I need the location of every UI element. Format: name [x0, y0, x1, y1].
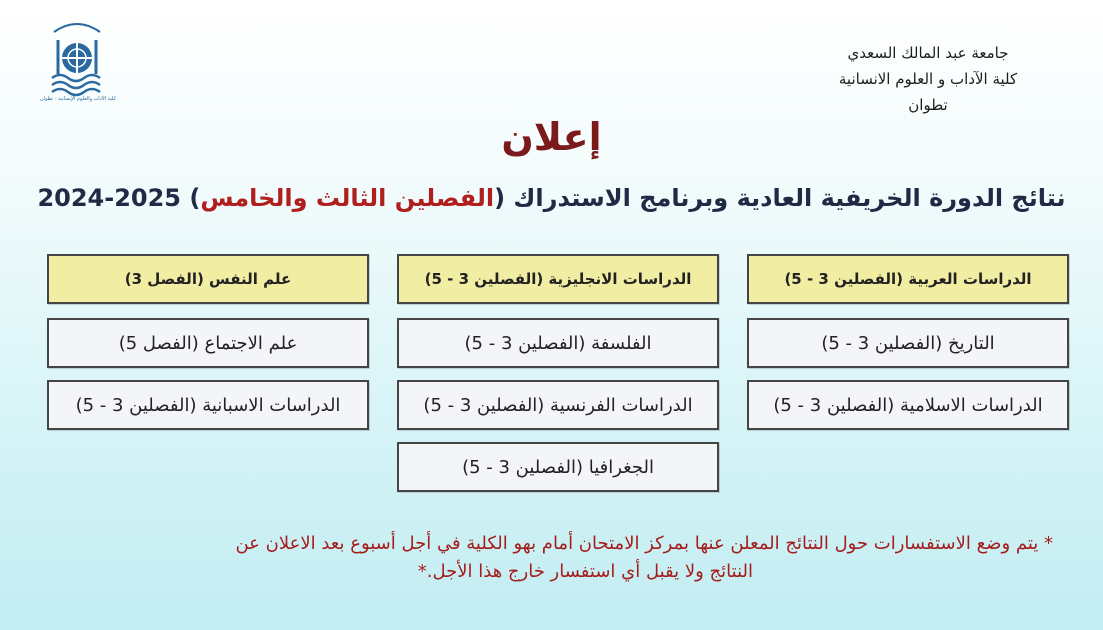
result-link-english-studies[interactable]: الدراسات الانجليزية (الفصلين 3 - 5) [397, 254, 719, 304]
result-link-french-studies[interactable]: الدراسات الفرنسية (الفصلين 3 - 5) [397, 380, 719, 430]
subtitle-part-1: نتائج الدورة الخريفية العادية وبرنامج الاستدراك ( [494, 184, 1066, 212]
faculty-name: كلية الآداب و العلوم الانسانية [838, 70, 1018, 88]
result-link-history[interactable]: التاريخ (الفصلين 3 - 5) [747, 318, 1069, 368]
footer-note [40, 530, 1053, 586]
footer-note-line-1: * يتم وضع الاستفسارات حول النتائج المعلن عنها بمركز الامتحان أمام بهو الكلية في أجل أسبوع بعد الاعلان عن [235, 533, 1053, 554]
result-link-philosophy[interactable]: الفلسفة (الفصلين 3 - 5) [397, 318, 719, 368]
result-link-psychology[interactable]: علم النفس (الفصل 3) [47, 254, 369, 304]
page-subtitle [30, 178, 1073, 218]
result-link-geography[interactable]: الجغرافيا (الفصلين 3 - 5) [397, 442, 719, 492]
university-header [798, 40, 1058, 118]
subtitle-highlight: الفصلين الثالث والخامس [200, 184, 495, 212]
footer-note-line-2: النتائج ولا يقبل أي استفسار خارج هذا الأجل.* [417, 561, 753, 582]
logo-caption: كلية الآداب والعلوم الإنسانية - تطوان [40, 96, 116, 102]
result-link-spanish-studies[interactable]: الدراسات الاسبانية (الفصلين 3 - 5) [47, 380, 369, 430]
result-link-islamic-studies[interactable]: الدراسات الاسلامية (الفصلين 3 - 5) [747, 380, 1069, 430]
page-title: إعلان [501, 115, 602, 159]
university-name: جامعة عبد المالك السعدي [847, 44, 1009, 62]
subtitle-part-2: ) 2025-2024 [37, 184, 201, 212]
result-link-sociology[interactable]: علم الاجتماع (الفصل 5) [47, 318, 369, 368]
result-link-arabic-studies[interactable]: الدراسات العربية (الفصلين 3 - 5) [747, 254, 1069, 304]
city-name: تطوان [908, 96, 948, 114]
